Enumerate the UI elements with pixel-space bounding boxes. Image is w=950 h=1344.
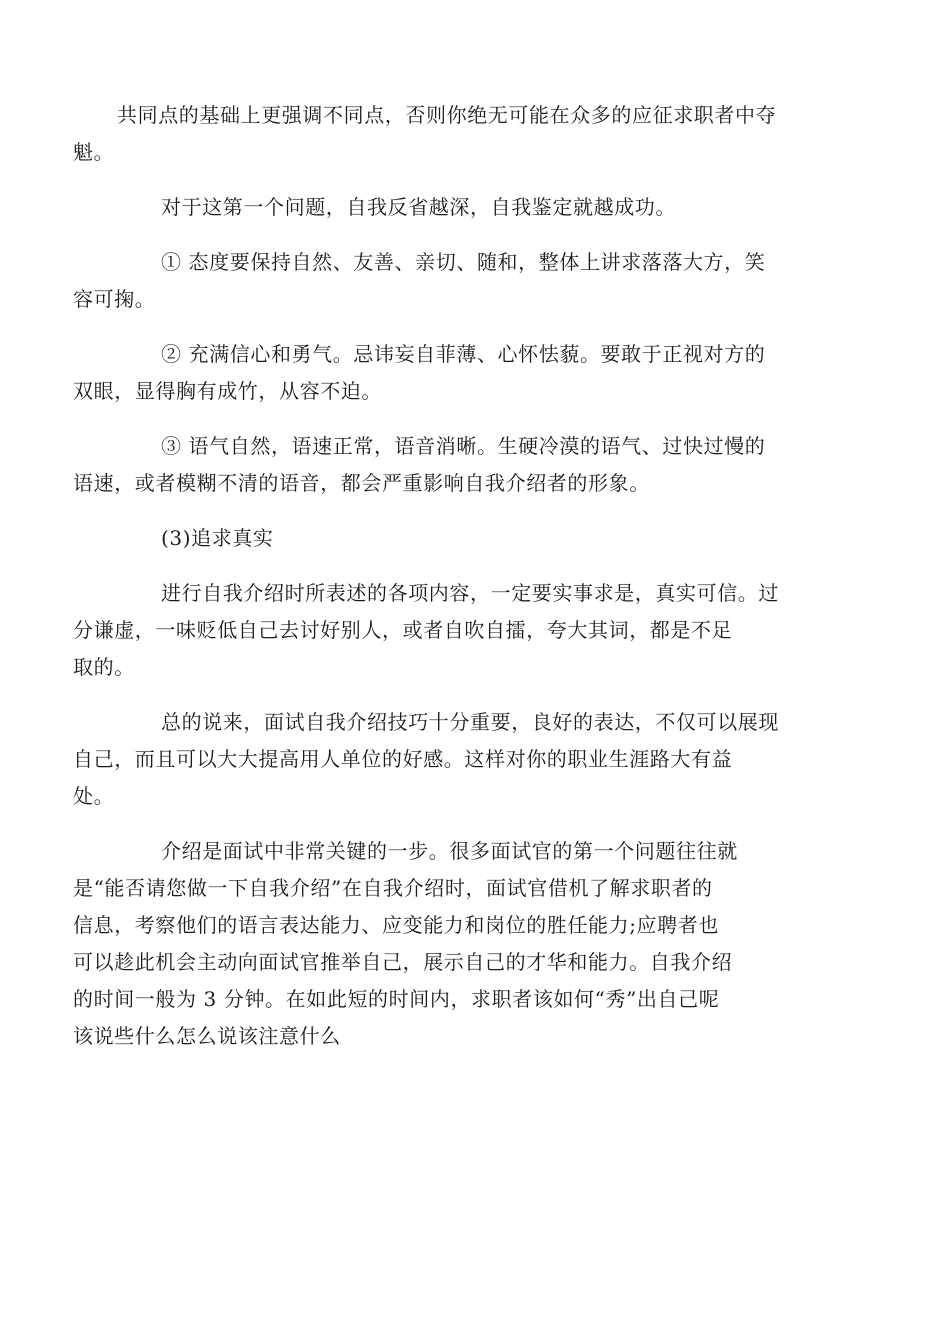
paragraph-1 <box>73 97 833 171</box>
text-line: ② 充满信心和勇气。忌讳妄自菲薄、心怀怯藐。要敢于正视对方的 <box>161 342 766 366</box>
text-line: 取的。 <box>73 655 135 679</box>
text-line: 是“能否请您做一下自我介绍”在自我介绍时，面试官借机了解求职者的 <box>73 876 713 900</box>
text-line: ① 态度要保持自然、友善、亲切、随和，整体上讲求落落大方，笑 <box>161 250 766 274</box>
paragraph-4 <box>73 336 833 410</box>
paragraph-6-heading <box>117 520 833 557</box>
paragraph-7 <box>73 575 833 686</box>
paragraph-9 <box>73 833 833 1055</box>
text-line: 总的说来，面试自我介绍技巧十分重要，良好的表达，不仅可以展现 <box>161 710 779 734</box>
text-line: 容可掬。 <box>73 287 156 311</box>
text-line: 语速，或者模糊不清的语音，都会严重影响自我介绍者的形象。 <box>73 471 650 495</box>
paragraph-5 <box>73 428 833 502</box>
document-body <box>73 97 833 1073</box>
text-line: 进行自我介绍时所表述的各项内容，一定要实事求是，真实可信。过 <box>161 581 779 605</box>
text-line: 处。 <box>73 784 115 808</box>
text-line: 信息，考察他们的语言表达能力、应变能力和岗位的胜任能力;应聘者也 <box>73 913 719 937</box>
text-line: 对于这第一个问题，自我反省越深，自我鉴定就越成功。 <box>161 195 676 219</box>
paragraph-3 <box>73 244 833 318</box>
text-line: 可以趁此机会主动向面试官推举自己，展示自己的才华和能力。自我介绍 <box>73 950 733 974</box>
text-line: 介绍是面试中非常关键的一步。很多面试官的第一个问题往往就 <box>161 839 738 863</box>
text-line: 分谦虚，一味贬低自己去讨好别人，或者自吹自擂，夸大其词，都是不足 <box>73 618 733 642</box>
text-line: 魁。 <box>73 140 115 164</box>
text-line: 双眼，显得胸有成竹，从容不迫。 <box>73 379 382 403</box>
section-heading: (3)追求真实 <box>161 526 274 550</box>
text-line: 该说些什么怎么说该注意什么 <box>73 1024 341 1048</box>
paragraph-2 <box>117 189 833 226</box>
text-line: 自己，而且可以大大提高用人单位的好感。这样对你的职业生涯路大有益 <box>73 747 733 771</box>
paragraph-8 <box>73 704 833 815</box>
text-line: ③ 语气自然，语速正常，语音消晰。生硬冷漠的语气、过快过慢的 <box>161 434 766 458</box>
text-line: 的时间一般为 3 分钟。在如此短的时间内，求职者该如何“秀”出自己呢 <box>73 987 720 1011</box>
text-line: 共同点的基础上更强调不同点，否则你绝无可能在众多的应征求职者中夺 <box>117 103 777 127</box>
